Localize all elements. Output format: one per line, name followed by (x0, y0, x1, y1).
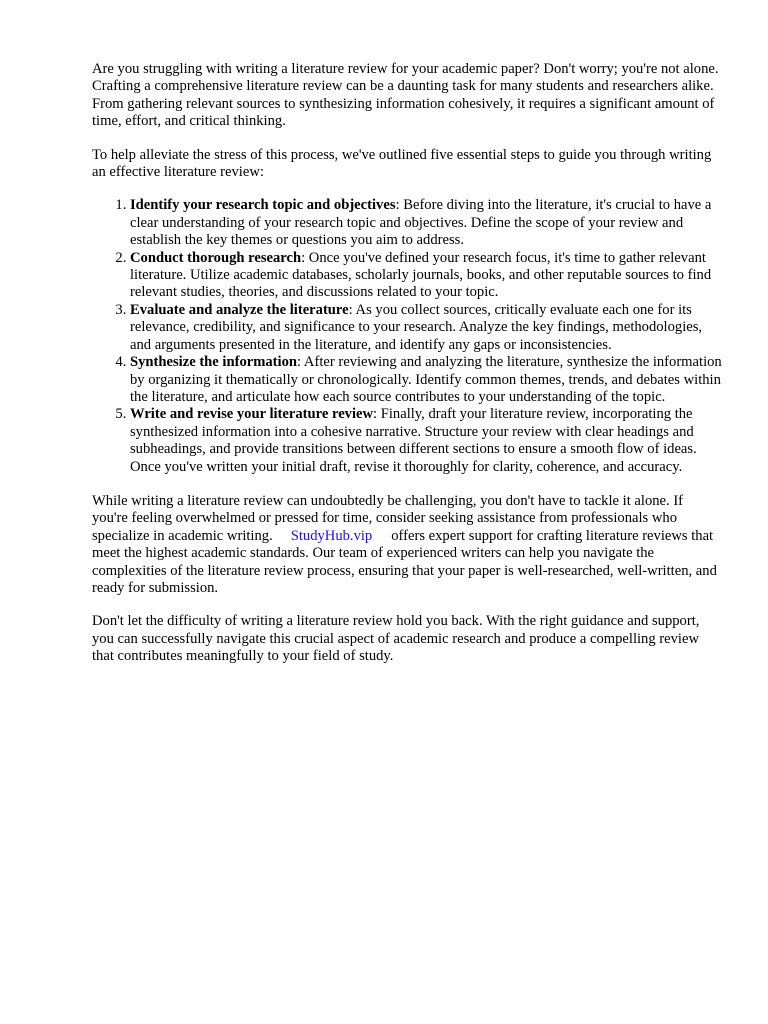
step-title: Write and revise your literature review (130, 406, 374, 423)
step-text: Finally, draft your literature review, incorporating the synthesized information into a cohesive narrative. Structure your review with clear headings and subheadings, and provide transitions between different sections to ensure a smooth flow of ideas. Once you've written your initial draft, revise it thoroughly for clarity, coherence, and accuracy. (130, 406, 697, 475)
step-item (130, 250, 722, 302)
step-separator: : (395, 197, 400, 214)
studyhub-link[interactable]: StudyHub.vip (290, 527, 373, 544)
support-paragraph (92, 493, 722, 597)
closing-paragraph: Don't let the difficulty of writing a literature review hold you back. With the right guidance and support, you can successfully navigate this crucial aspect of academic research and produce a compelling review that contributes meaningfully to your field of study. (92, 613, 700, 665)
step-title: Synthesize the information (130, 354, 298, 371)
step-text: Once you've defined your research focus, it's time to gather relevant literature. Utilize academic databases, scholarly journals, books, and other reputable sources to find relevant studies, theories, and discussions related to your topic. (130, 249, 712, 301)
step-item (130, 354, 722, 406)
step-separator: : (348, 301, 353, 318)
step-item (130, 406, 722, 476)
step-item (130, 197, 722, 249)
support-text-after-link: offers expert support for crafting literature reviews that meet the highest academic standards. Our team of experienced writers can help you navigate the complexities of the literature review process, ensuring that your paper is well-researched, well-written, and ready for submission. (92, 527, 717, 596)
document-page (92, 61, 722, 682)
step-separator: : (301, 249, 306, 266)
step-title: Evaluate and analyze the literature (130, 301, 349, 318)
step-separator: : (297, 354, 302, 371)
step-text: Before diving into the literature, it's crucial to have a clear understanding of your research topic and objectives. Define the scope of your review and establish the key themes or questions you aim to address. (130, 197, 712, 249)
step-title: Identify your research topic and objectives (130, 197, 396, 214)
step-text: As you collect sources, critically evaluate each one for its relevance, credibility, and significance to your research. Analyze the key findings, methodologies, and arguments presented in the literature, and identify any gaps or inconsistencies. (130, 301, 703, 353)
intro-paragraph: Are you struggling with writing a literature review for your academic paper? Don't worry; you're not alone. Crafting a comprehensive literature review can be a daunting task for many students and researchers alike. From gathering relevant sources to synthesizing information cohesively, it requires a significant amount of time, effort, and critical thinking. (92, 61, 719, 130)
steps-list (92, 197, 722, 476)
step-title: Conduct thorough research (130, 249, 302, 266)
step-separator: : (373, 406, 378, 423)
step-item (130, 302, 722, 354)
steps-lead-paragraph: To help alleviate the stress of this process, we've outlined five essential steps to guide you through writing an effective literature review: (92, 146, 712, 181)
step-text: After reviewing and analyzing the literature, synthesize the information by organizing it thematically or chronologically. Identify common themes, trends, and debates within the literature, and articulate how each source contributes to your understanding of the topic. (130, 354, 722, 405)
support-text-before-link: While writing a literature review can undoubtedly be challenging, you don't have to tackle it alone. If you're feeling overwhelmed or pressed for time, consider seeking assistance from professionals who specialize in academic writing. (92, 492, 684, 544)
